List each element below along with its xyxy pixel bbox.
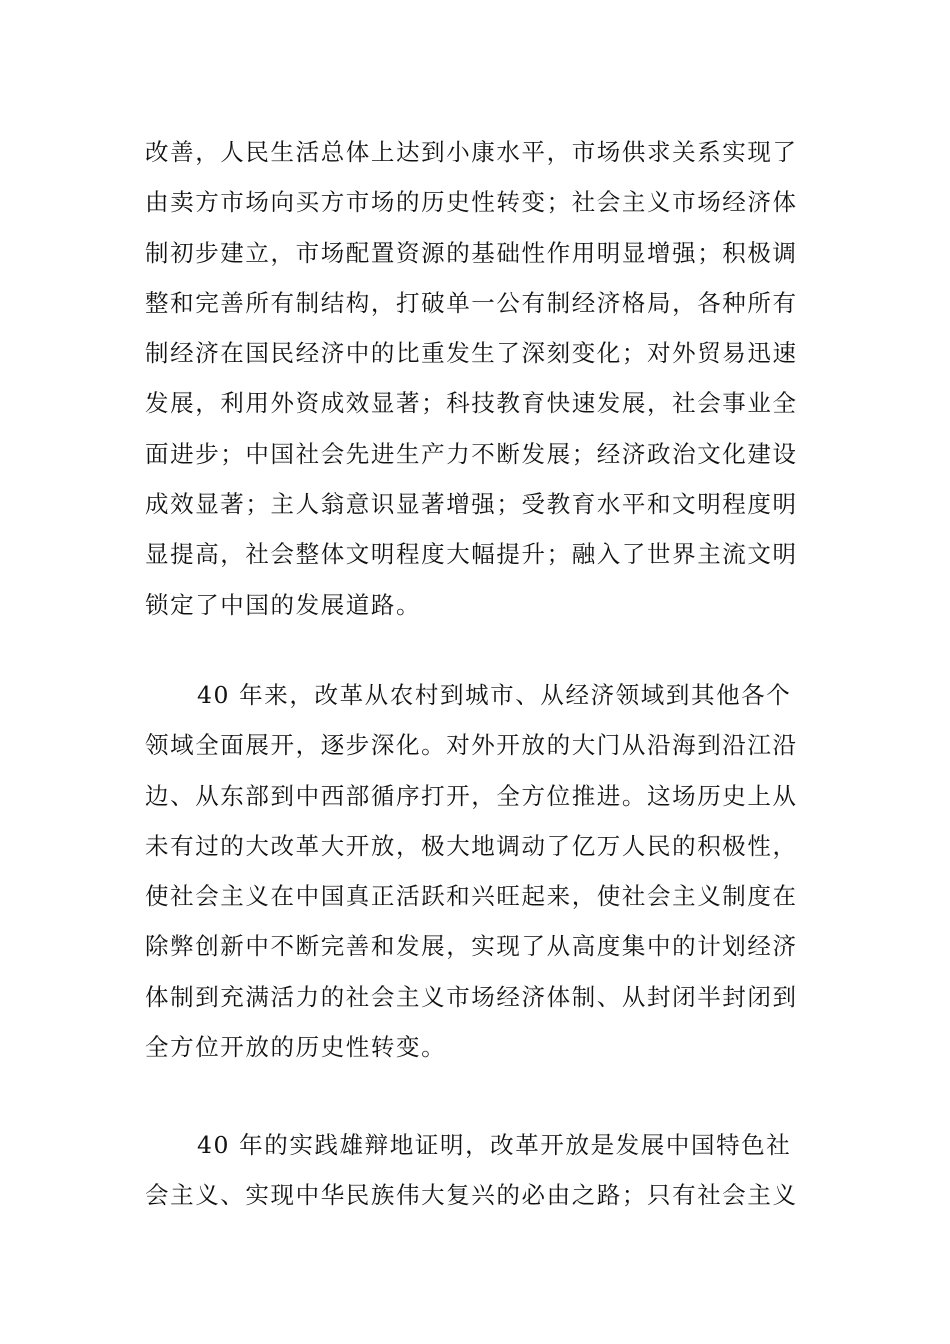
paragraph-line: 锁定了中国的发展道路。 [145, 590, 422, 619]
paragraph-line: 发展，利用外资成效显著；科技教育快速发展，社会事业全 [145, 389, 798, 418]
paragraph-2 [145, 670, 810, 1072]
paragraph-line: 显提高，社会整体文明程度大幅提升；融入了世界主流文明 [145, 540, 798, 569]
paragraph-line: 体制到充满活力的社会主义市场经济体制、从封闭半封闭到 [145, 982, 798, 1011]
paragraph-line: 面进步；中国社会先进生产力不断发展；经济政治文化建设 [145, 439, 798, 468]
paragraph-line: 除弊创新中不断完善和发展，实现了从高度集中的计划经济 [145, 932, 798, 961]
paragraph-line: 40 年的实践雄辩地证明，改革开放是发展中国特色社 [197, 1131, 792, 1159]
paragraph-line: 未有过的大改革大开放，极大地调动了亿万人民的积极性， [145, 831, 798, 860]
paragraph-line: 制经济在国民经济中的比重发生了深刻变化；对外贸易迅速 [145, 339, 798, 368]
paragraph-line: 领域全面展开，逐步深化。对外开放的大门从沿海到沿江沿 [145, 731, 798, 760]
paragraph-3 [145, 1120, 810, 1221]
paragraph-line: 会主义、实现中华民族伟大复兴的必由之路；只有社会主义 [145, 1181, 798, 1210]
paragraph-line: 由卖方市场向买方市场的历史性转变；社会主义市场经济体 [145, 188, 798, 217]
paragraph-line: 边、从东部到中西部循序打开，全方位推进。这场历史上从 [145, 781, 798, 810]
paragraph-line: 全方位开放的历史性转变。 [145, 1033, 447, 1062]
paragraph-line: 40 年来，改革从农村到城市、从经济领域到其他各个 [197, 681, 792, 709]
paragraph-line: 制初步建立，市场配置资源的基础性作用明显增强；积极调 [145, 238, 798, 267]
paragraph-line: 使社会主义在中国真正活跃和兴旺起来，使社会主义制度在 [145, 882, 798, 911]
paragraph-line: 成效显著；主人翁意识显著增强；受教育水平和文明程度明 [145, 490, 798, 519]
paragraph-1 [145, 127, 810, 630]
paragraph-line: 整和完善所有制结构，打破单一公有制经济格局，各种所有 [145, 288, 798, 317]
paragraph-line: 改善，人民生活总体上达到小康水平，市场供求关系实现了 [145, 138, 798, 166]
